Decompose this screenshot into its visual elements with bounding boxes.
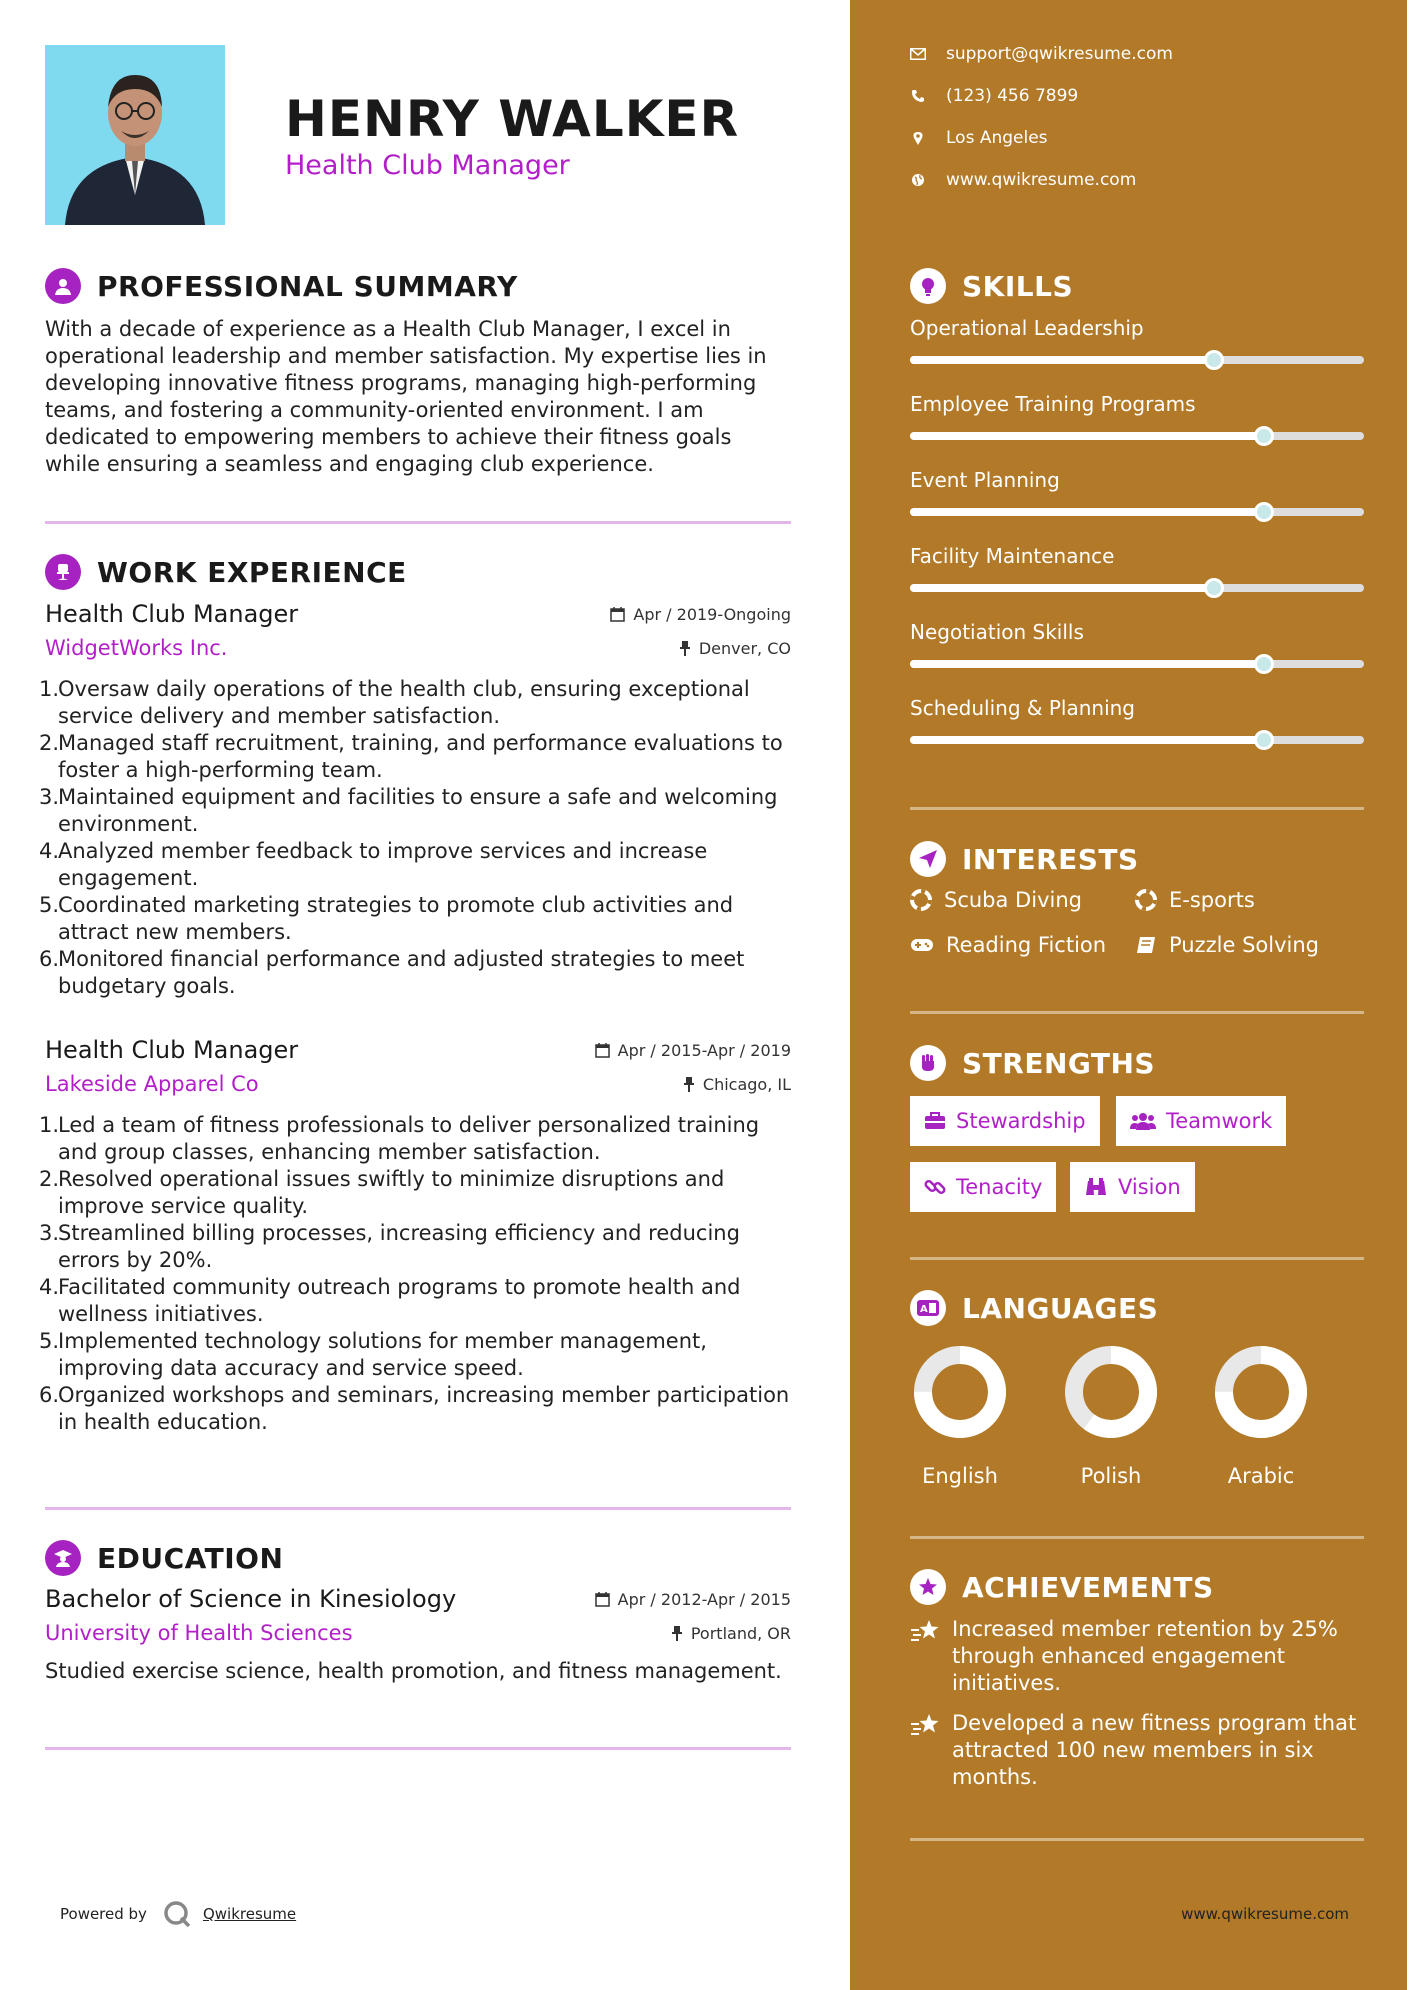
- skill-label: Employee Training Programs: [910, 392, 1196, 416]
- list-item: 3. Maintained equipment and facilities to ensure a safe and welcoming environment.: [39, 785, 778, 836]
- divider: [910, 1011, 1364, 1014]
- office-chair-icon: [45, 554, 81, 590]
- job-location: [683, 1075, 791, 1094]
- language-item: [910, 1342, 1010, 1488]
- profile-photo: [45, 45, 225, 225]
- language-item: [1061, 1342, 1161, 1488]
- list-item: 3. Streamlined billing processes, increasing efficiency and reducing errors by 20%.: [39, 1221, 740, 1272]
- education-title: EDUCATION: [97, 1541, 284, 1575]
- skill-item: [910, 392, 1364, 440]
- briefcase-icon: [924, 1112, 946, 1130]
- envelope-icon: [910, 46, 926, 62]
- phone-icon: [910, 88, 926, 104]
- interest-item: [1135, 933, 1319, 957]
- job-entry: [39, 1036, 791, 1436]
- skill-bar: [910, 736, 1364, 744]
- interest-label: Scuba Diving: [944, 888, 1082, 912]
- skill-label: Facility Maintenance: [910, 544, 1115, 568]
- education-description: Studied exercise science, health promotion, and fitness management.: [45, 1659, 782, 1683]
- interest-label: E-sports: [1169, 888, 1255, 912]
- school-name: University of Health Sciences: [45, 1621, 353, 1645]
- divider: [910, 1257, 1364, 1260]
- skill-item: [910, 468, 1364, 516]
- experience-heading: [45, 554, 407, 590]
- skill-bar: [910, 432, 1364, 440]
- language-label: English: [922, 1464, 998, 1488]
- skill-label: Negotiation Skills: [910, 620, 1084, 644]
- language-level-ring: [1211, 1342, 1311, 1442]
- languages-title: LANGUAGES: [962, 1291, 1159, 1325]
- graduate-icon: [45, 1540, 81, 1576]
- candidate-role: Health Club Manager: [285, 150, 570, 181]
- language-item: [1211, 1342, 1311, 1488]
- sidebar: [850, 0, 1407, 1990]
- skill-item: [910, 696, 1364, 744]
- skill-bar-fill: [910, 432, 1264, 440]
- list-item: 6. Organized workshops and seminars, increasing member participation in health education.: [39, 1383, 790, 1434]
- job-responsibilities: [39, 676, 791, 1000]
- list-item: 2. Managed staff recruitment, training, and performance evaluations to foster a high-performing team.: [39, 731, 783, 782]
- contact-website-text: www.qwikresume.com: [946, 170, 1137, 190]
- strength-chip: [1070, 1162, 1195, 1212]
- job-location-text: Chicago, IL: [702, 1074, 791, 1094]
- calendar-icon: [595, 1592, 610, 1607]
- list-item: 5. Coordinated marketing strategies to promote club activities and attract new members.: [39, 893, 734, 944]
- interest-label: Puzzle Solving: [1169, 933, 1319, 957]
- language-label: Arabic: [1227, 1464, 1295, 1488]
- skill-bar-knob: [1204, 350, 1224, 370]
- experience-title: WORK EXPERIENCE: [97, 555, 407, 589]
- job-responsibilities: [39, 1112, 791, 1436]
- education-location: [671, 1624, 791, 1643]
- skill-item: [910, 316, 1364, 364]
- job-dates-text: Apr / 2015-Apr / 2019: [617, 1040, 791, 1060]
- languages-heading: [910, 1290, 1158, 1326]
- contact-location-text: Los Angeles: [946, 128, 1048, 148]
- strength-label: Stewardship: [956, 1109, 1086, 1133]
- fist-icon: [910, 1045, 946, 1081]
- contact-email-text: support@qwikresume.com: [946, 44, 1173, 64]
- strengths-heading: [910, 1045, 1155, 1081]
- contact-email[interactable]: [910, 44, 1173, 64]
- contact-website[interactable]: [910, 170, 1136, 190]
- skills-title: SKILLS: [962, 269, 1074, 303]
- skill-bar-knob: [1254, 730, 1274, 750]
- degree-title: Bachelor of Science in Kinesiology: [45, 1585, 457, 1613]
- job-location: [679, 639, 791, 658]
- strength-chip: [1116, 1096, 1286, 1146]
- translate-icon: [910, 1290, 946, 1326]
- education-heading: [45, 1540, 283, 1576]
- skill-bar-fill: [910, 660, 1264, 668]
- contact-phone[interactable]: [910, 86, 1078, 106]
- strength-chip: [910, 1162, 1056, 1212]
- skill-bar-fill: [910, 584, 1214, 592]
- language-label: Polish: [1080, 1464, 1142, 1488]
- pushpin-icon: [683, 1077, 695, 1092]
- divider: [910, 1838, 1364, 1841]
- interest-item: [1135, 888, 1255, 912]
- interest-item: [910, 888, 1082, 912]
- education-dates-text: Apr / 2012-Apr / 2015: [617, 1589, 791, 1609]
- candidate-name: HENRY WALKER: [285, 90, 740, 148]
- star-badge-icon: [910, 1569, 946, 1605]
- skill-bar-fill: [910, 356, 1214, 364]
- globe-icon: [910, 172, 926, 188]
- skill-label: Operational Leadership: [910, 316, 1144, 340]
- strength-label: Vision: [1118, 1175, 1181, 1199]
- summary-text: With a decade of experience as a Health Club Manager, I excel in operational leadership and member satisfaction. My expertise lies in developing innovative fitness programs, managing high-performing teams, and fostering a community-oriented environment. I am dedicated to empowering members to achieve their fitness goals while ensuring a seamless and engaging club experience.: [45, 317, 767, 476]
- skill-bar-knob: [1204, 578, 1224, 598]
- achievement-text: Increased member retention by 25% through enhanced engagement initiatives.: [952, 1617, 1338, 1695]
- job-entry: [39, 600, 791, 1000]
- divider: [910, 807, 1364, 810]
- shooting-star-icon: [910, 1618, 942, 1644]
- qwikresume-link[interactable]: Qwikresume: [202, 1905, 297, 1923]
- pushpin-icon: [679, 641, 691, 656]
- strength-label: Tenacity: [956, 1175, 1043, 1199]
- strengths-title: STRENGTHS: [962, 1046, 1156, 1080]
- list-item: 4. Facilitated community outreach programs to promote health and wellness initiatives.: [39, 1275, 741, 1326]
- skill-item: [910, 620, 1364, 668]
- divider: [910, 1536, 1364, 1539]
- calendar-icon: [610, 607, 625, 622]
- skill-item: [910, 544, 1364, 592]
- contact-phone-text: (123) 456 7899: [946, 86, 1079, 106]
- list-item: 1. Led a team of fitness professionals to deliver personalized training and group classes, enhancing member satisfaction.: [39, 1113, 760, 1164]
- skill-bar-knob: [1254, 654, 1274, 674]
- list-item: 5. Implemented technology solutions for member management, improving data accuracy and service speed.: [39, 1329, 707, 1380]
- list-item: 1. Oversaw daily operations of the health club, ensuring exceptional service delivery and member satisfaction.: [39, 677, 750, 728]
- education-location-text: Portland, OR: [690, 1623, 791, 1643]
- job-title: Health Club Manager: [45, 1036, 299, 1064]
- achievement-item: [910, 1710, 1364, 1791]
- skill-bar-knob: [1254, 502, 1274, 522]
- achievements-title: ACHIEVEMENTS: [962, 1570, 1214, 1604]
- job-dates: [595, 1041, 791, 1060]
- skill-label: Scheduling & Planning: [910, 696, 1135, 720]
- footer-website[interactable]: www.qwikresume.com: [1181, 1905, 1349, 1923]
- pushpin-icon: [671, 1626, 683, 1641]
- skill-bar: [910, 584, 1364, 592]
- powered-by: [60, 1900, 296, 1928]
- user-icon: [45, 268, 81, 304]
- strength-label: Teamwork: [1166, 1109, 1273, 1133]
- interests-heading: [910, 841, 1139, 877]
- powered-by-label: Powered by: [60, 1905, 147, 1923]
- skill-bar-fill: [910, 736, 1264, 744]
- skill-bar-fill: [910, 508, 1264, 516]
- job-location-text: Denver, CO: [698, 638, 791, 658]
- list-item: 2. Resolved operational issues swiftly to minimize disruptions and improve service quality.: [39, 1167, 725, 1218]
- job-title: Health Club Manager: [45, 600, 299, 628]
- job-dates-text: Apr / 2019-Ongoing: [633, 604, 791, 624]
- gamepad-icon: [910, 937, 934, 953]
- education-dates: [595, 1590, 791, 1609]
- summary-heading: [45, 268, 518, 304]
- shooting-star-icon: [910, 1712, 942, 1738]
- language-level-ring: [910, 1342, 1010, 1442]
- skills-heading: [910, 268, 1073, 304]
- binoculars-icon: [1084, 1177, 1108, 1197]
- achievement-text: Developed a new fitness program that attracted 100 new members in six months.: [952, 1711, 1357, 1789]
- list-item: 6. Monitored financial performance and adjusted strategies to meet budgetary goals.: [39, 947, 745, 998]
- achievement-item: [910, 1616, 1364, 1697]
- achievements-heading: [910, 1569, 1214, 1605]
- link-icon: [924, 1176, 946, 1198]
- users-icon: [1130, 1111, 1156, 1131]
- skill-label: Event Planning: [910, 468, 1060, 492]
- skill-bar: [910, 660, 1364, 668]
- map-pin-icon: [910, 130, 926, 146]
- divider: [45, 521, 791, 524]
- calendar-icon: [595, 1043, 610, 1058]
- strength-chip: [910, 1096, 1100, 1146]
- contact-location: [910, 128, 1048, 148]
- education-entry: [45, 1585, 791, 1683]
- interest-label: Reading Fiction: [946, 933, 1107, 957]
- interests-title: INTERESTS: [962, 842, 1139, 876]
- paper-plane-icon: [910, 841, 946, 877]
- svg-text:A: A: [920, 1304, 928, 1315]
- lifebuoy-icon: [910, 889, 932, 911]
- lifebuoy-icon: [1135, 889, 1157, 911]
- skill-bar: [910, 356, 1364, 364]
- job-company: WidgetWorks Inc.: [45, 636, 228, 660]
- divider: [45, 1747, 791, 1750]
- job-dates: [610, 605, 791, 624]
- list-item: 4. Analyzed member feedback to improve services and increase engagement.: [39, 839, 708, 890]
- summary-title: PROFESSIONAL SUMMARY: [97, 269, 518, 303]
- lightbulb-icon: [910, 268, 946, 304]
- language-level-ring: [1061, 1342, 1161, 1442]
- qwikresume-logo-icon: [163, 1900, 191, 1928]
- job-company: Lakeside Apparel Co: [45, 1072, 259, 1096]
- skill-bar-knob: [1254, 426, 1274, 446]
- skill-bar: [910, 508, 1364, 516]
- book-icon: [1135, 935, 1157, 955]
- divider: [45, 1507, 791, 1510]
- interest-item: [910, 933, 1106, 957]
